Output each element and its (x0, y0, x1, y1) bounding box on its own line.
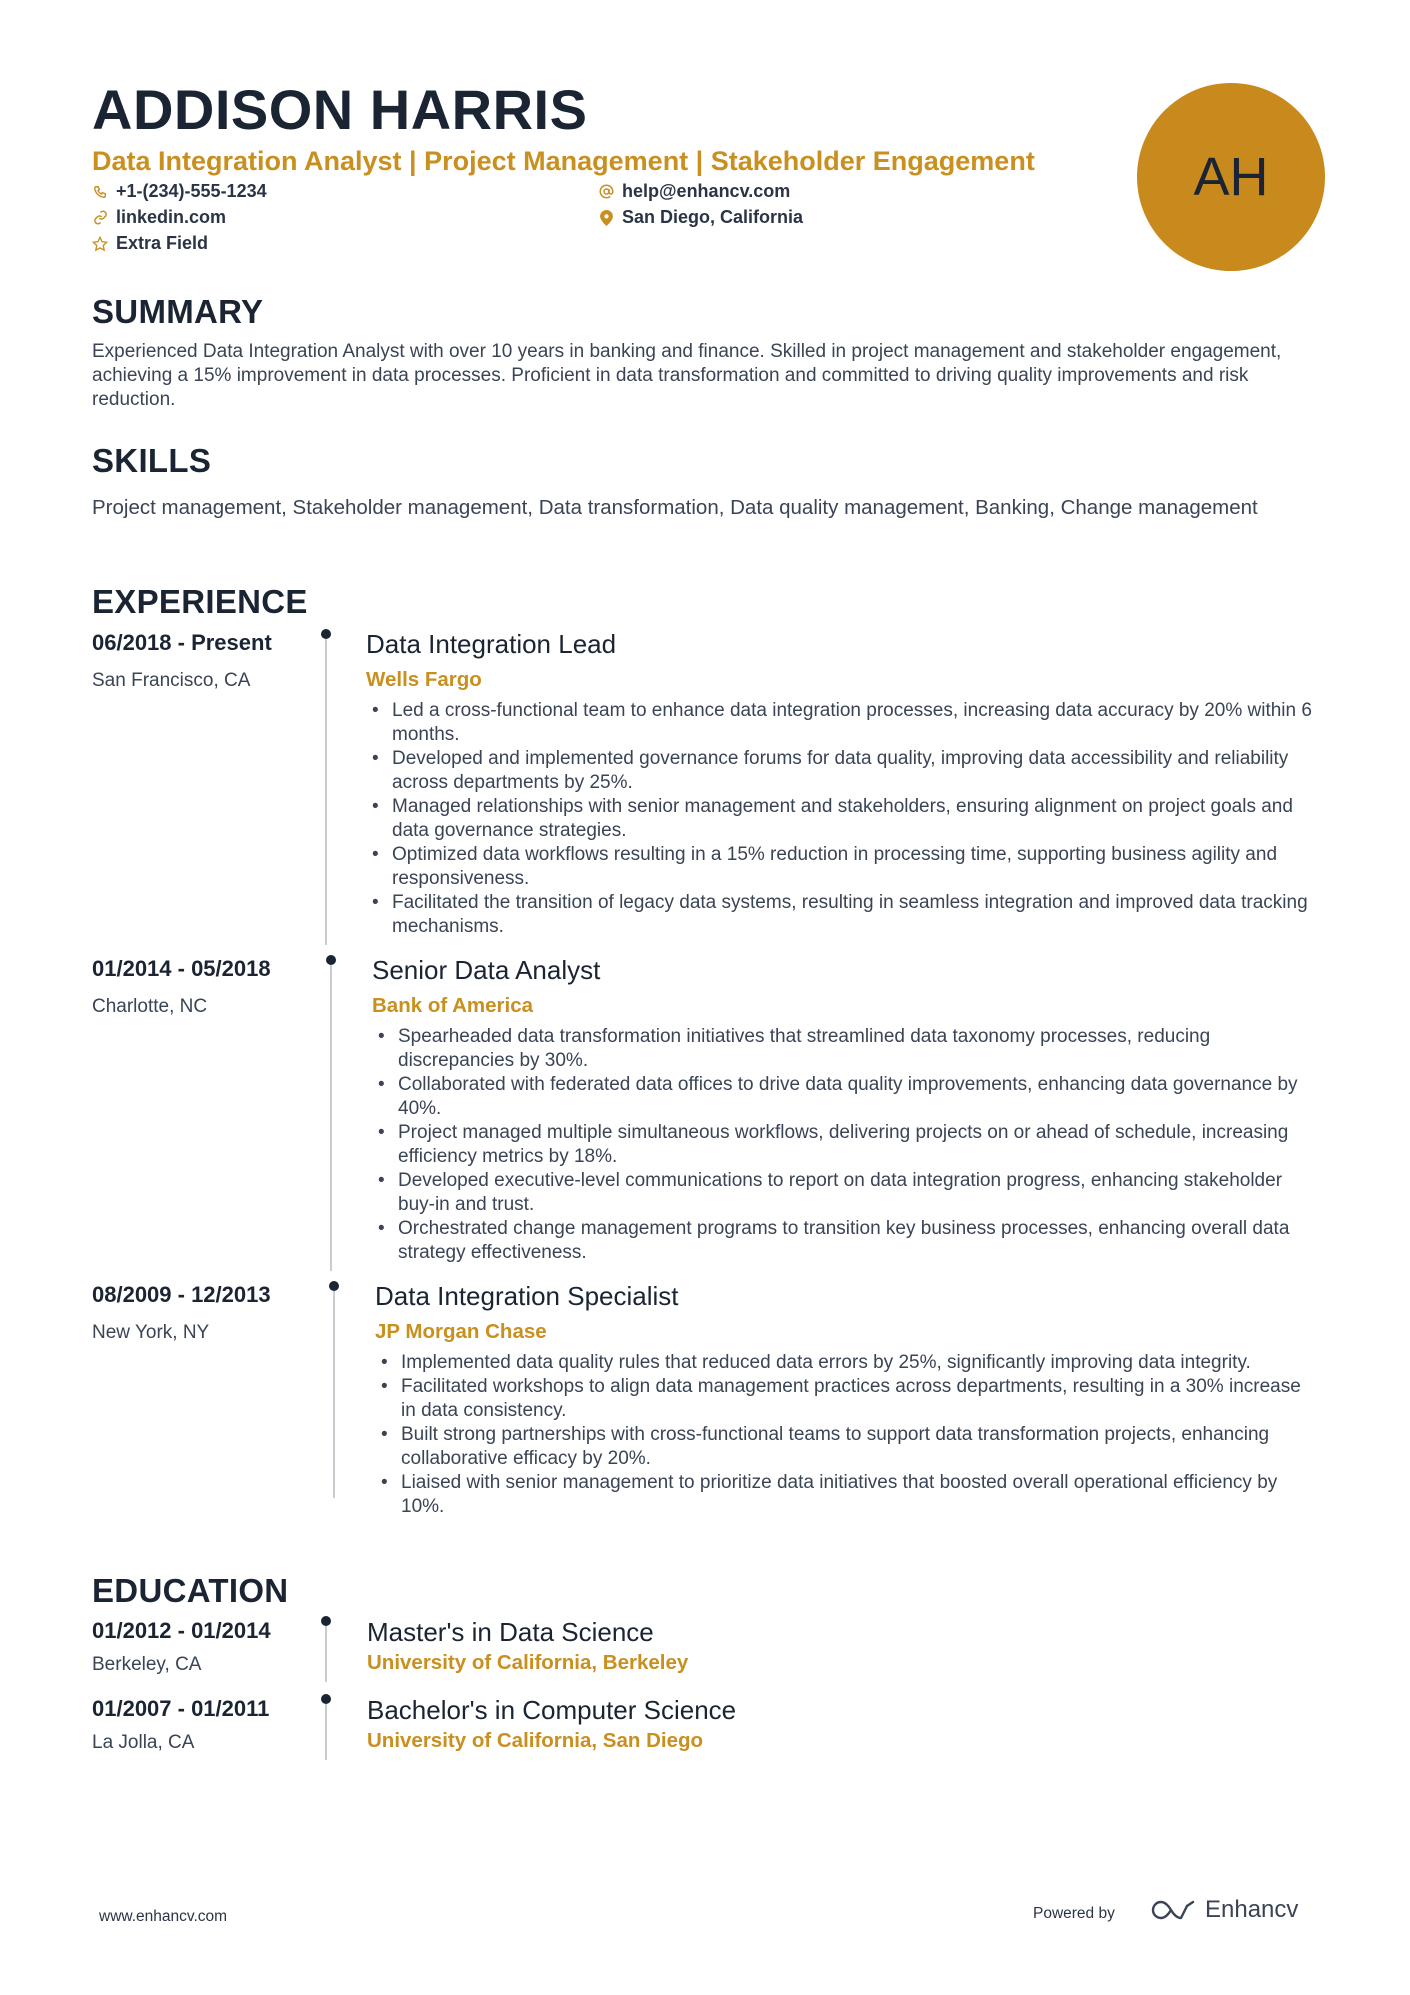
skills-heading: SKILLS (92, 442, 212, 479)
contact-linkedin[interactable] (92, 207, 226, 228)
contact-extra (92, 233, 208, 254)
job-bullet: • Built strong partnerships with cross-functional teams to support data transformation projects, enhancing collaborative efficacy by 20%. (375, 1423, 1320, 1471)
brand-name: Enhancv (1205, 1896, 1299, 1923)
job-bullet: • Facilitated workshops to align data management practices across departments, resulting in a 30% increase in data consistency. (375, 1375, 1320, 1423)
job-bullet: • Project managed multiple simultaneous workflows, delivering projects on or ahead of schedule, increasing efficiency metrics by 18%. (372, 1121, 1317, 1169)
edu-degree: Bachelor's in Computer Science (367, 1695, 737, 1725)
job-company: Wells Fargo (366, 668, 482, 691)
candidate-name: ADDISON HARRIS (92, 78, 588, 141)
job-bullets (375, 1351, 1320, 1519)
edu-location: Berkeley, CA (92, 1654, 202, 1675)
edu-location: La Jolla, CA (92, 1732, 195, 1753)
edu-dates: 01/2007 - 01/2011 (92, 1696, 270, 1721)
timeline-line (333, 1291, 335, 1498)
extra-text: Extra Field (116, 233, 209, 253)
job-location: San Francisco, CA (92, 670, 251, 691)
job-location: New York, NY (92, 1322, 210, 1343)
email-text: help@enhancv.com (622, 181, 791, 201)
job-dates: 06/2018 - Present (92, 630, 272, 655)
avatar (1137, 83, 1325, 271)
brand-logo[interactable] (1151, 1896, 1298, 1924)
job-bullet: • Optimized data workflows resulting in a 15% reduction in processing time, supporting business agility and responsiveness. (366, 843, 1316, 891)
contact-location (598, 207, 803, 228)
job-bullet: • Developed executive-level communications to report on data integration progress, enhancing stakeholder buy-in and trust. (372, 1169, 1317, 1217)
job-bullet: • Developed and implemented governance forums for data quality, improving data accessibility and reliability across departments by 25%. (366, 747, 1316, 795)
job-company: JP Morgan Chase (375, 1320, 547, 1343)
timeline-line (325, 1704, 327, 1760)
job-dates: 01/2014 - 05/2018 (92, 956, 271, 981)
job-role: Senior Data Analyst (372, 955, 601, 985)
job-bullet: • Led a cross-functional team to enhance data integration processes, increasing data accuracy by 20% within 6 months. (366, 699, 1316, 747)
job-bullet: • Orchestrated change management programs to transition key business processes, enhancing overall data strategy effectiveness. (372, 1217, 1317, 1265)
experience-heading: EXPERIENCE (92, 583, 308, 620)
job-bullet: • Spearheaded data transformation initiatives that streamlined data taxonomy processes, reducing discrepancies by 30%. (372, 1025, 1317, 1073)
job-dates: 08/2009 - 12/2013 (92, 1282, 271, 1307)
job-bullet: • Liaised with senior management to prioritize data initiatives that boosted overall operational efficiency by 10%. (375, 1471, 1320, 1519)
link-icon (92, 210, 108, 226)
job-role: Data Integration Specialist (375, 1281, 679, 1311)
timeline-dot (321, 1694, 331, 1704)
summary-heading: SUMMARY (92, 293, 264, 330)
linkedin-text: linkedin.com (116, 207, 227, 227)
timeline-dot (329, 1281, 339, 1291)
job-bullets (366, 699, 1316, 939)
map-pin-icon (598, 210, 614, 226)
job-bullets (372, 1025, 1317, 1265)
contact-email[interactable] (598, 181, 790, 202)
phone-text: +1-(234)-555-1234 (116, 181, 267, 201)
star-icon (92, 236, 108, 252)
contact-phone[interactable] (92, 181, 267, 202)
job-bullet: • Collaborated with federated data offices to drive data quality improvements, enhancing data governance by 40%. (372, 1073, 1317, 1121)
candidate-title: Data Integration Analyst | Project Management | Stakeholder Engagement (92, 146, 1035, 176)
education-heading: EDUCATION (92, 1572, 289, 1609)
phone-icon (92, 184, 108, 200)
timeline-dot (321, 1616, 331, 1626)
location-text: San Diego, California (622, 207, 804, 227)
timeline-line (325, 1626, 327, 1682)
job-company: Bank of America (372, 994, 534, 1017)
job-location: Charlotte, NC (92, 996, 208, 1017)
edu-school: University of California, Berkeley (367, 1651, 689, 1674)
avatar-initials: AH (1193, 147, 1269, 207)
job-bullet: • Managed relationships with senior management and stakeholders, ensuring alignment on project goals and data governance strategies. (366, 795, 1316, 843)
skills-text: Project management, Stakeholder management, Data transformation, Data quality management, Banking, Change management (92, 496, 1258, 519)
powered-by-label: Powered by (1033, 1905, 1115, 1922)
timeline-line (330, 965, 332, 1271)
timeline-dot (321, 629, 331, 639)
summary-text: Experienced Data Integration Analyst with over 10 years in banking and finance. Skilled in project management and stakeholder engagement, achieving a 15% improvement in data processes. Proficient in data transformation and committed to driving quality improvements and risk reduction. (92, 341, 1282, 410)
timeline-dot (326, 955, 336, 965)
edu-dates: 01/2012 - 01/2014 (92, 1618, 271, 1643)
timeline-line (325, 639, 327, 945)
job-bullet: • Implemented data quality rules that reduced data errors by 25%, significantly improving data integrity. (375, 1351, 1320, 1375)
footer-url-link[interactable]: www.enhancv.com (99, 1908, 228, 1925)
edu-degree: Master's in Data Science (367, 1617, 654, 1647)
job-role: Data Integration Lead (366, 629, 617, 659)
job-bullet: • Facilitated the transition of legacy data systems, resulting in seamless integration and improved data tracking mechanisms. (366, 891, 1316, 939)
enhancv-logo-icon (1151, 1898, 1197, 1922)
edu-school: University of California, San Diego (367, 1729, 704, 1752)
at-sign-icon (598, 184, 614, 200)
